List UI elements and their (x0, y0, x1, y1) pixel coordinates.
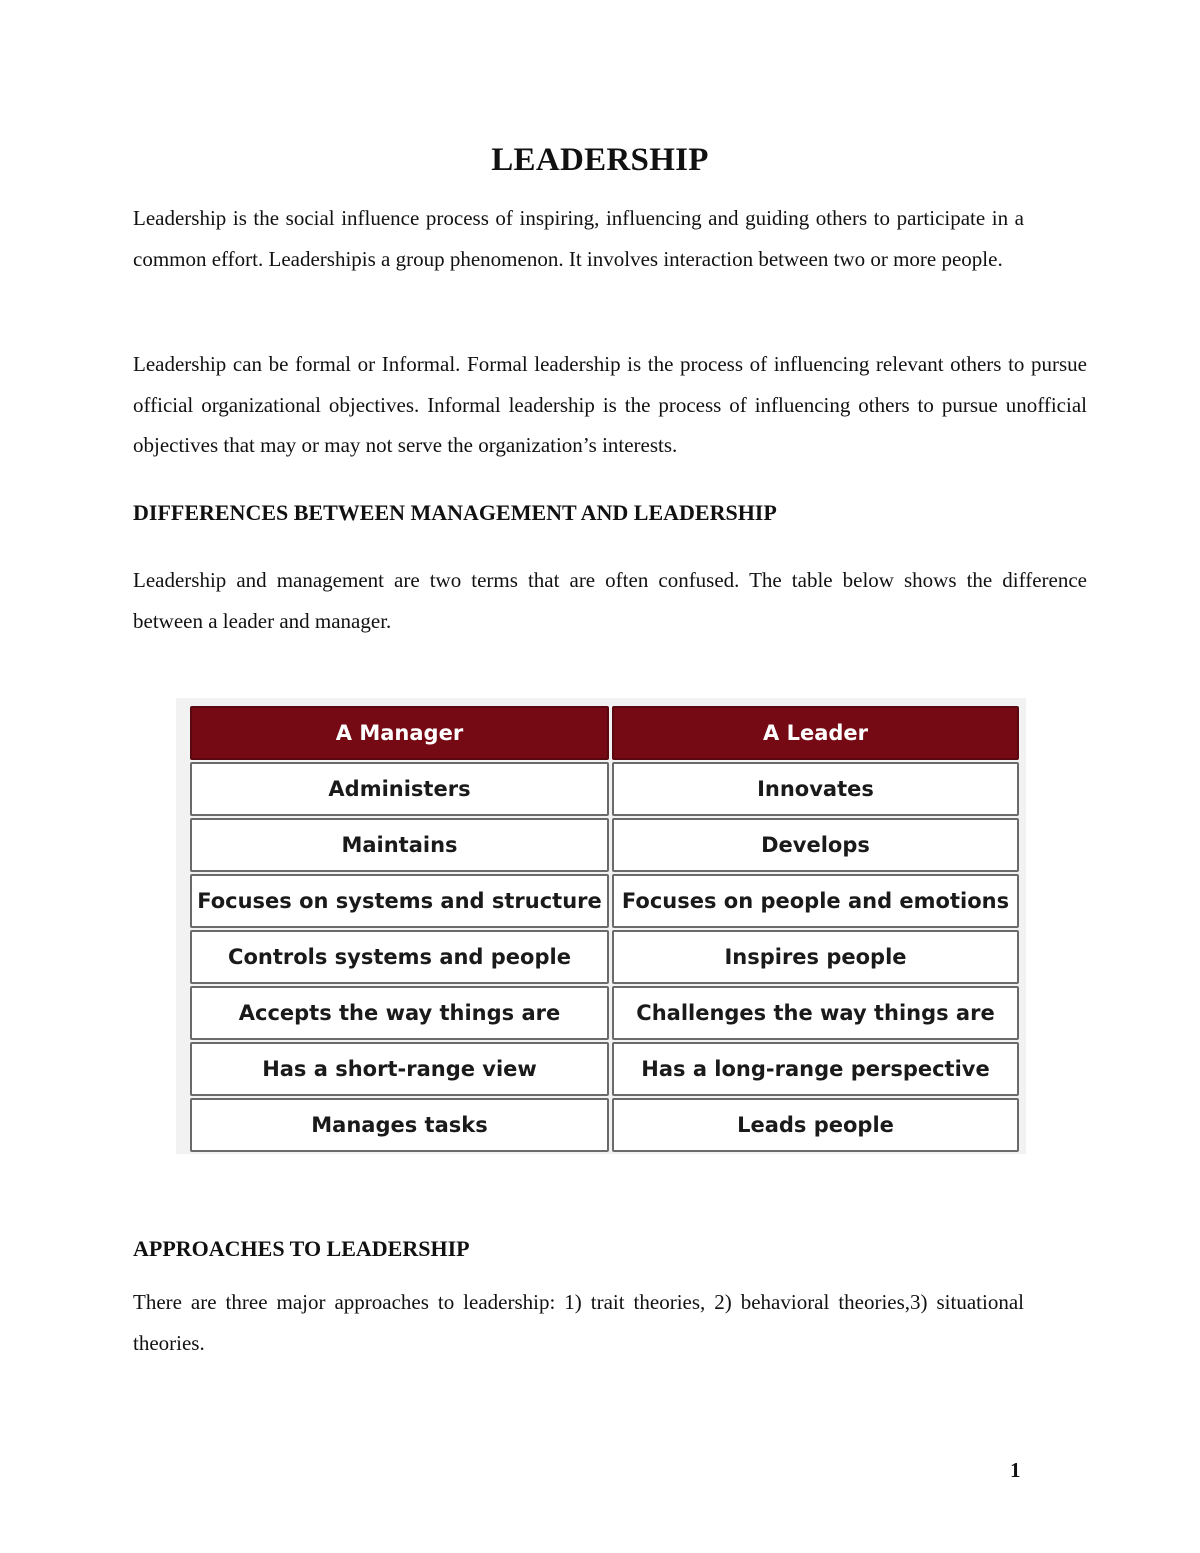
intro-paragraph: Leadership is the social influence process of inspiring, influencing and guiding others to participate in a common effort. Leadershipis a group phenomenon. It involves interaction between two or more people. (133, 206, 1024, 271)
table-cell-manager: Has a short-range view (190, 1042, 609, 1096)
table-cell-leader: Focuses on people and emotions (612, 874, 1019, 928)
table-cell-leader: Challenges the way things are (612, 986, 1019, 1040)
page-number: 1 (1010, 1458, 1021, 1482)
table-cell-manager: Controls systems and people (190, 930, 609, 984)
approaches-heading: APPROACHES TO LEADERSHIP (133, 1236, 470, 1261)
table-cell-manager: Administers (190, 762, 609, 816)
table-header-manager: A Manager (190, 706, 609, 760)
document-title: LEADERSHIP (491, 142, 709, 178)
table-cell-manager: Focuses on systems and structure (190, 874, 609, 928)
table-header-leader: A Leader (612, 706, 1019, 760)
table-cell-leader: Has a long-range perspective (612, 1042, 1019, 1096)
approaches-paragraph: There are three major approaches to leadership: 1) trait theories, 2) behavioral theories,3) situational theories. (133, 1290, 1024, 1355)
differences-paragraph: Leadership and management are two terms that are often confused. The table below shows the difference between a leader and manager. (133, 568, 1087, 633)
table-cell-leader: Innovates (612, 762, 1019, 816)
formal-informal-paragraph: Leadership can be formal or Informal. Formal leadership is the process of influencing relevant others to pursue official organizational objectives. Informal leadership is the process of influencing others to pursue unofficial objectives that may or may not serve the organization’s interests. (133, 352, 1087, 457)
table-cell-leader: Leads people (612, 1098, 1019, 1152)
table-cell-manager: Manages tasks (190, 1098, 609, 1152)
comparison-table (176, 698, 1026, 1154)
table-cell-manager: Accepts the way things are (190, 986, 609, 1040)
table-cell-leader: Inspires people (612, 930, 1019, 984)
table-cell-leader: Develops (612, 818, 1019, 872)
table-cell-manager: Maintains (190, 818, 609, 872)
differences-heading: DIFFERENCES BETWEEN MANAGEMENT AND LEADERSHIP (133, 500, 777, 525)
